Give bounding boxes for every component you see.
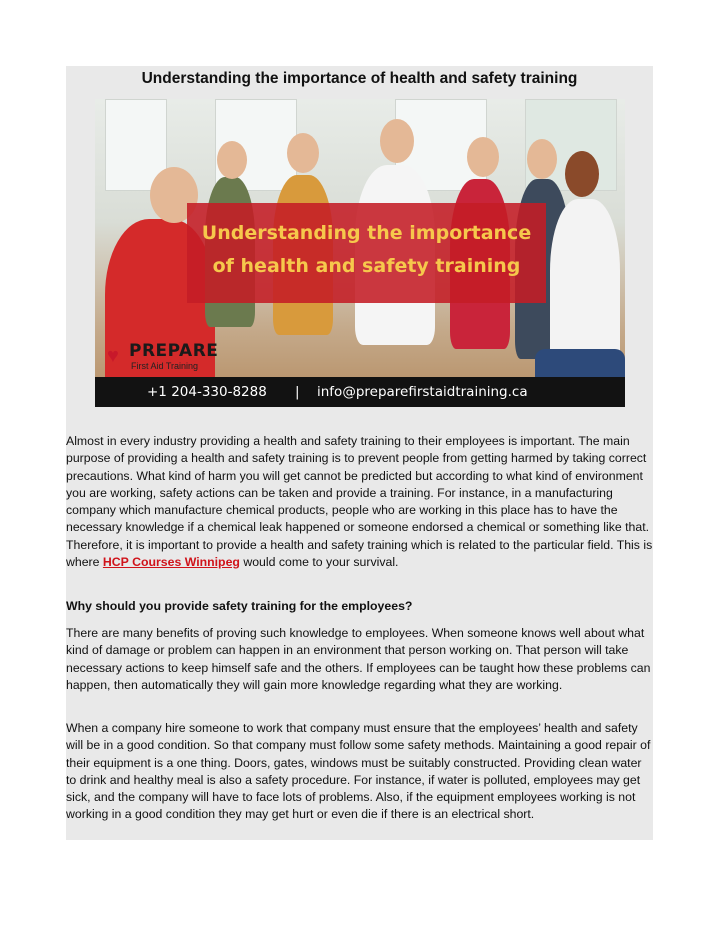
phone-number: +1 204-330-8288: [147, 384, 267, 400]
person-head: [380, 119, 414, 163]
paragraph-benefits: There are many benefits of proving such knowledge to employees. When someone knows well about what kind of damage or problem can happen in an environment that person working on. That person will take necessary actions to keep himself safe and the others. If employees can be taught how these problems can happen, then automatically they will gain more knowledge regarding what they are working.: [66, 626, 651, 692]
heart-icon: ♥: [107, 345, 119, 367]
banner-headline-line2: of health and safety training: [212, 255, 521, 277]
person-head: [527, 139, 557, 179]
email-address: info@preparefirstaidtraining.ca: [317, 384, 528, 400]
document-page: [66, 66, 653, 840]
intro-text: Almost in every industry providing a health and safety training to their employees is important. The main purpose of providing a health and safety training is to prevent people from getting harmed by taking correct precautions. What kind of harm you will get cannot be predicted but according to what kind of environment you are working, safety actions can be taken and provide a training. For instance, in a manufacturing company which manufacture chemical products, people who are working in this place has to have the necessary knowledge if a chemical leak happened or someone endorsed a chemical or something like that. Therefore, it is important to provide a health and safety training which is related to the particular field. This is where: [66, 434, 653, 570]
contact-separator: |: [295, 384, 300, 400]
logo-sub-text: First Aid Training: [131, 361, 199, 371]
intro-text-end: would come to your survival.: [239, 555, 399, 570]
banner-headline-line1: Understanding the importance: [201, 222, 532, 244]
person-head: [217, 141, 247, 179]
person-head: [467, 137, 499, 177]
paragraph-intro: [66, 433, 653, 571]
banner-headline: [187, 217, 546, 283]
page-title: Understanding the importance of health and safety training: [141, 70, 578, 87]
person-head: [287, 133, 319, 173]
hcp-courses-link[interactable]: HCP Courses Winnipeg: [102, 555, 240, 570]
logo-main-text: PREPARE: [129, 341, 219, 361]
banner-image: [95, 99, 625, 407]
contact-bar: [95, 377, 625, 407]
person-head: [565, 151, 599, 197]
paragraph-company: When a company hire someone to work that company must ensure that the employees’ health and safety will be in a good condition. So that company must follow some safety methods. Maintaining a good repair of their equipment is a one thing. Doors, gates, windows must be suitably constructed. Providing clean water to drink and healthy meal is also a safety procedure. For instance, if water is polluted, employees may get sick, and the company will have to face lots of problems. Also, if the equipment employees working is not working in a good condition they may get hurt or even die if there is an electrical short.: [66, 721, 651, 822]
section-heading: Why should you provide safety training for the employees?: [66, 599, 413, 613]
prepare-logo: [105, 339, 219, 379]
